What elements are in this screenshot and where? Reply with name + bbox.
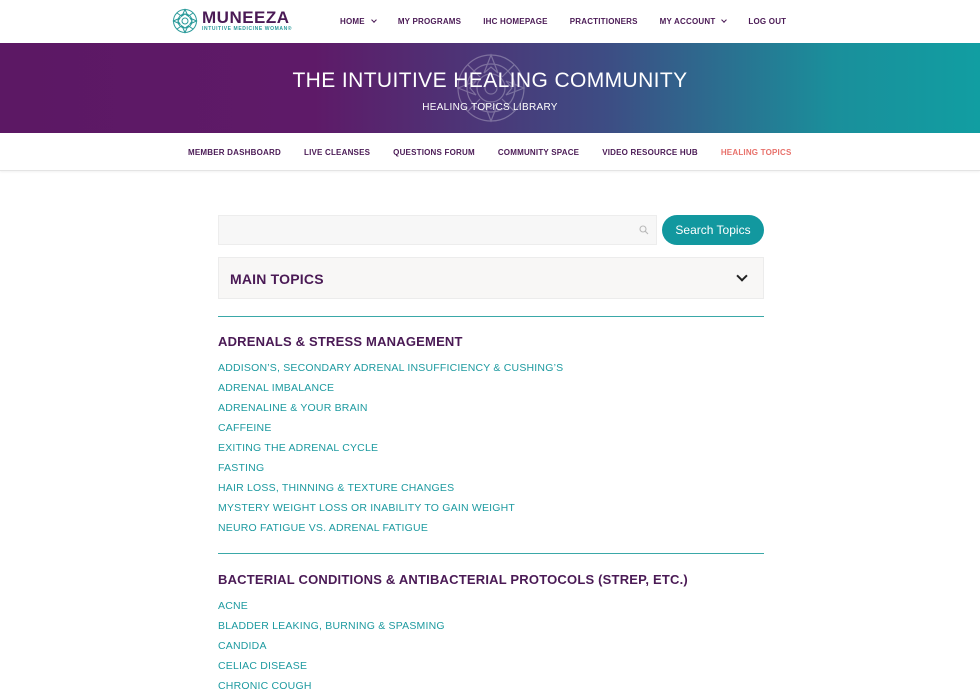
topic-link[interactable]: CAFFEINE	[218, 422, 272, 434]
topic-link[interactable]: ADDISON’S, SECONDARY ADRENAL INSUFFICIENCY & CUSHING’S	[218, 362, 564, 374]
topic-link[interactable]: ADRENAL IMBALANCE	[218, 382, 335, 394]
section-title-adrenals: ADRENALS & STRESS MANAGEMENT	[218, 334, 463, 349]
top-header	[0, 0, 980, 43]
community-subnav	[0, 133, 980, 171]
nav-ihc-homepage[interactable]: IHC HOMEPAGE	[483, 17, 548, 26]
topic-link[interactable]: MYSTERY WEIGHT LOSS OR INABILITY TO GAIN WEIGHT	[218, 502, 516, 514]
chevron-down-icon	[736, 270, 747, 281]
section-divider	[218, 553, 764, 554]
search-field	[218, 215, 657, 245]
logo-name: MUNEEZA	[202, 8, 290, 27]
subnav-questions-forum[interactable]: QUESTIONS FORUM	[393, 147, 475, 157]
topic-link[interactable]: CELIAC DISEASE	[218, 660, 308, 672]
subnav-community-space[interactable]: COMMUNITY SPACE	[497, 147, 580, 157]
subnav-healing-topics[interactable]: HEALING TOPICS	[720, 147, 792, 157]
section-title-bacterial: BACTERIAL CONDITIONS & ANTIBACTERIAL PROTOCOLS (STREP, ETC.)	[218, 572, 688, 587]
main-nav	[340, 0, 808, 43]
topic-link[interactable]: FASTING	[218, 462, 265, 474]
topic-link[interactable]: EXITING THE ADRENAL CYCLE	[218, 442, 379, 454]
main-topics-label: MAIN TOPICS	[230, 271, 324, 287]
nav-my-programs[interactable]: MY PROGRAMS	[397, 17, 462, 26]
topic-link[interactable]: ACNE	[218, 600, 248, 612]
topic-link[interactable]: CHRONIC COUGH	[218, 680, 312, 690]
logo-tagline: INTUITIVE MEDICINE WOMAN®	[202, 26, 293, 32]
nav-log-out[interactable]: LOG OUT	[748, 17, 787, 26]
search-icon	[639, 225, 649, 235]
main-topics-dropdown[interactable]	[218, 257, 764, 299]
chevron-down-icon	[371, 17, 377, 23]
site-logo[interactable]	[172, 7, 292, 35]
topic-link[interactable]: NEURO FATIGUE VS. ADRENAL FATIGUE	[218, 522, 429, 534]
chevron-down-icon	[722, 17, 728, 23]
page-subtitle: HEALING TOPICS LIBRARY	[422, 102, 558, 113]
topic-list-bacterial	[218, 596, 445, 690]
mandala-logo-icon	[172, 8, 198, 34]
topic-link[interactable]: ADRENALINE & YOUR BRAIN	[218, 402, 368, 414]
nav-my-account[interactable]: MY ACCOUNT	[660, 17, 727, 26]
search-topics-button[interactable]: Search Topics	[662, 215, 764, 245]
subnav-live-cleanses[interactable]: LIVE CLEANSES	[303, 147, 371, 157]
search-input[interactable]	[219, 216, 656, 244]
page-title: THE INTUITIVE HEALING COMMUNITY	[292, 69, 688, 92]
nav-home[interactable]: HOME	[340, 17, 376, 26]
topic-link[interactable]: BLADDER LEAKING, BURNING & SPASMING	[218, 620, 445, 632]
subnav-member-dashboard[interactable]: MEMBER DASHBOARD	[188, 147, 281, 157]
topic-list-adrenals	[218, 358, 563, 538]
section-divider	[218, 316, 764, 317]
nav-practitioners[interactable]: PRACTITIONERS	[569, 17, 638, 26]
page-banner	[0, 43, 980, 133]
topic-link[interactable]: CANDIDA	[218, 640, 267, 652]
topic-link[interactable]: HAIR LOSS, THINNING & TEXTURE CHANGES	[218, 482, 455, 494]
subnav-video-resource-hub[interactable]: VIDEO RESOURCE HUB	[602, 147, 698, 157]
